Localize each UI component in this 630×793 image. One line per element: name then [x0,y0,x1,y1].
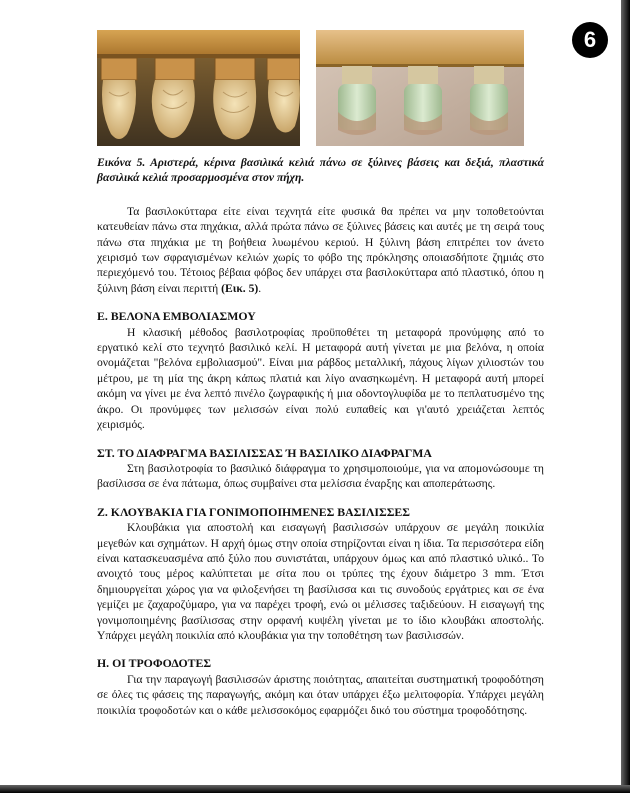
section-heading: ΣΤ. ΤΟ ΔΙΑΦΡΑΓΜΑ ΒΑΣΙΛΙΣΣΑΣ Ή ΒΑΣΙΛΙΚΟ ΔΙΑΦΡΑΓΜΑ [97,445,432,460]
section-queen-excluder [97,446,544,492]
section-paragraph: Η κλασική μέθοδος βασιλοτροφίας προϋποθέτει τη μεταφορά προνύμφης από το εργατικό κελί στο τεχνητό βασιλικό κελί. Η μεταφορά αυτή γίνεται με μια βελόνα, η οποία ονομάζεται "βελόνα εμβολιασμού". Είναι μια ράβδος μεταλλική, πάχους λίγων χιλιοστών του μέτρου, με τη μία της άκρη κάπως πλατιά και λίγο ανασηκωμένη. Η μεταφορά αυτή μπορεί ακόμη να γίνει με ένα λεπτό πινέλο ζωγραφικής ή μια οδοντογλυφίδα με το πεπλατυσμένο της άκρο. Οι προνύμφες των μελισσών είναι πολύ ευπαθείς και γι'αυτό χρειάζεται λεπτός χειρισμός. [97,325,544,432]
section-paragraph: Κλουβάκια για αποστολή και εισαγωγή βασιλισσών υπάρχουν σε μεγάλη ποικιλία μεγεθών και σχημάτων. Η αρχή όμως στην οποία στηρίζονται είναι η ίδια. Τα περισσότερα είδη είναι κατασκευασμένα από ξύλο που συνιστάται, υπάρχουν όμως και από πλαστικό υλικό.. Το ανοιχτό τους μέρος καλύπτεται με σίτα που οι τρύπες της έχουν διάμετρο 3 mm. Έτσι δημιουργείται χώρος για να φιλοξενήσει τη βασίλισσα και τις συνοδούς εργάτριες και σε ένα γεμίζει με ζαχαροζύμαρο, για να παρέχει τροφή, ενώ οι μέλισσες ταξιδεύουν. Η εισαγωγή της γονιμοποιημένης βασίλισσας στην ορφανή κυψέλη γίνεται με το ίδιο κλουβάκι αποστολής. Υπάρχει μεγάλη ποικιλία από κλουβάκια για την τοποθέτηση των βασιλισσών. [97,521,544,642]
photo-plastic-queen-cells [316,30,524,146]
page-shadow-bottom [0,785,630,793]
intro-end: . [258,281,262,295]
section-paragraph: Για την παραγωγή βασιλισσών άριστης ποιότητας, απαιτείται συστηματική τροφοδότηση σε όλες τις φάσεις της παραγωγής, ακόμη και όταν υπάρχει έξω μελιτοφορία. Υπάρχει μεγάλη ποικιλία τροφοδοτών και ο κάθε μελισσοκόμος εφαρμόζει δικό του σύστημα τροφοδότησης. [97,672,544,717]
page-number-badge: 6 [574,24,606,56]
section-grafting-needle [97,309,544,432]
section-heading: Ε. ΒΕΛΟΝΑ ΕΜΒΟΛΙΑΣΜΟΥ [97,309,256,324]
document-body [97,155,544,731]
page-shadow-right [621,0,630,793]
intro-text: Τα βασιλοκύτταρα είτε είναι τεχνητά είτε φυσικά θα πρέπει να μην τοποθετούνται κατευθείαν πάνω στα πηχάκια, αλλά πρώτα πάνω σε ξύλινες βάσεις και αυτές με τη σειρά τους πάνω στα πηχάκια με τη βοήθεια λυωμένου κεριού. Η ξύλινη βάση επιτρέπει τον άνετο χειρισμό των σφραγισμένων κελιών χωρίς το φόβο της πρόκλησης οποιασδήποτε ζημιάς στο περιεχόμενό του. Τέτοιος βέβαια φόβος δεν υπάρχει στα βασιλοκύτταρα από πλαστικό, όπου η ξύλινη βάση είναι περιττή [97,204,544,295]
figure-caption: Εικόνα 5. Αριστερά, κέρινα βασιλικά κελιά πάνω σε ξύλινες βάσεις και δεξιά, πλαστικά βασιλικά κελιά προσαρμοσμένα στον πήχη. [97,156,544,185]
section-queen-cages [97,505,544,644]
intro-paragraph [97,204,544,296]
figure-reference: (Εικ. 5) [221,281,259,295]
intro-section [97,204,544,296]
section-heading: Η. ΟΙ ΤΡΟΦΟΔΟΤΕΣ [97,656,212,671]
section-feeders [97,656,544,718]
photo-wax-queen-cells [97,30,300,146]
section-heading: Ζ. ΚΛΟΥΒΑΚΙΑ ΓΙΑ ΓΟΝΙΜΟΠΟΙΗΜΕΝΕΣ ΒΑΣΙΛΙΣΣΕΣ [97,504,411,519]
section-paragraph: Στη βασιλοτροφία το βασιλικό διάφραγμα το χρησιμοποιούμε, για να απομονώσουμε τη βασίλισσα σε ένα πάτωμα, όπως συμβαίνει στα μελίσσια έναρξης και αποπεράτωσης. [97,461,544,491]
